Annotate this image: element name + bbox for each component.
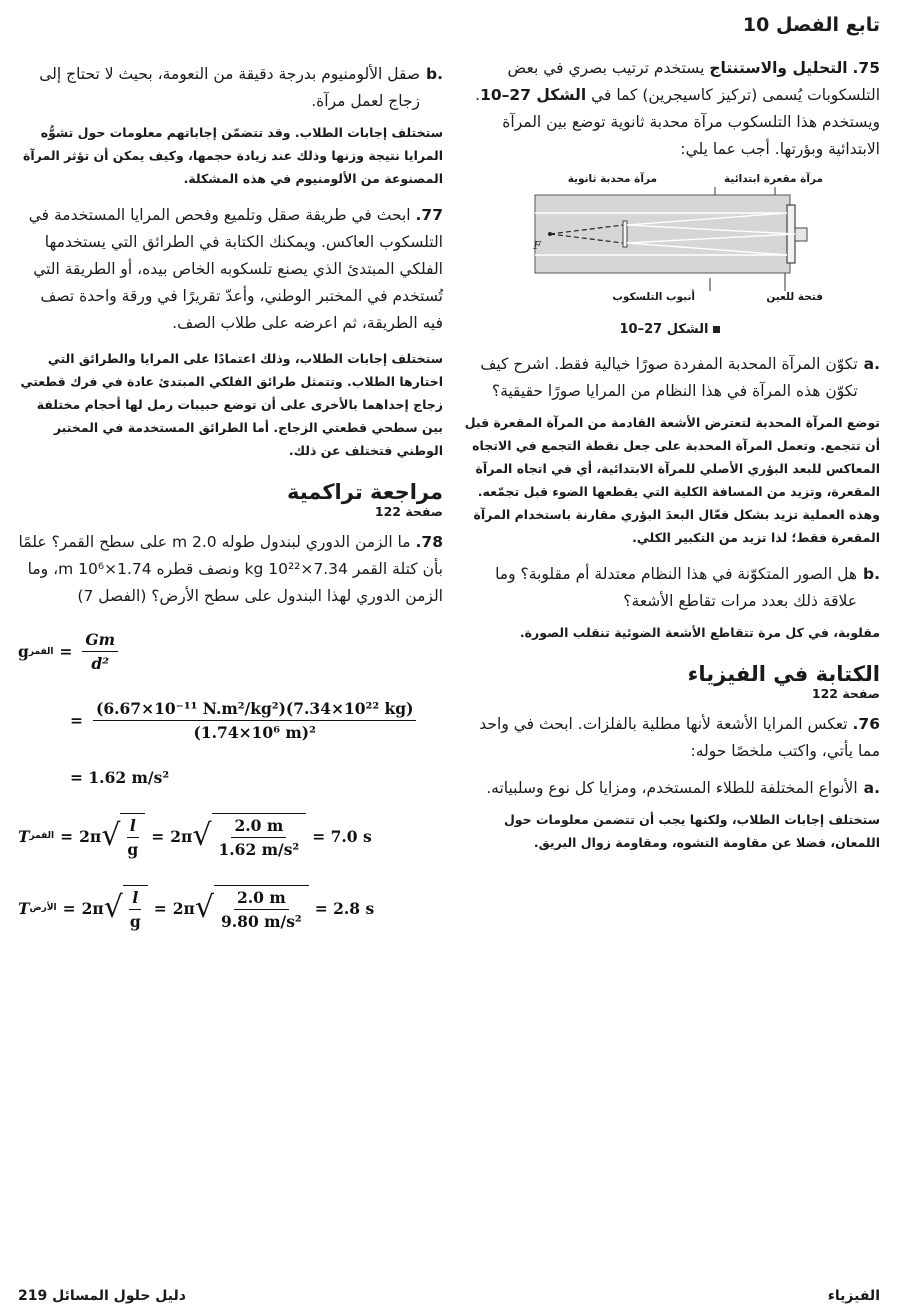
answer-75b: مقلوبة، في كل مرة تتقاطع الأشعة الضوئية تنقلب الصورة. bbox=[519, 625, 880, 640]
left-column bbox=[18, 55, 443, 957]
eq-period-earth: T الأرض = 2π √ $\frac{l}{g}$ = 2π √ $\frac{2.0 m}{\text{9.80 m/s²}}$ = 2.8 s bbox=[18, 885, 443, 931]
figure-reference: الشكل 27–10 bbox=[480, 86, 587, 104]
label-eyepiece: فتحة للعين bbox=[766, 291, 823, 303]
telescope-figure bbox=[505, 173, 835, 318]
footer-subject: الفيزياء bbox=[827, 1288, 880, 1304]
section-page-review: صفحة 122 bbox=[374, 504, 443, 519]
question-75b: b. هل الصور المتكوّنة في هذا النظام معتدلة أم مقلوبة؟ وما علاقة ذلك بعدد مرات تقاطع الأشعة؟ bbox=[495, 565, 880, 610]
figure-caption: الشكل 27–10 bbox=[460, 322, 880, 337]
question-number: 75. bbox=[852, 59, 880, 77]
eq-g-moon: g القمر = $\frac{Gm}{\text{d²}}$ bbox=[18, 630, 443, 673]
question-77: 77. ابحث في طريقة صقل وتلميع وفحص المرايا المستخدمة في التلسكوب العاكس. ويمكنك الكتابة في الطرائق التي يستخدمها الفلكي المبتدئ الذي يصنع تلسكوبه الخاص بيده، أو الطريقة التي تُستخدم في المختبر الوطني، وأعدّ تقريرًا في ورقة واحدة تصف فيه الطريقة، ثم اعرضه على طلاب الصف. bbox=[28, 206, 443, 332]
answer-76a: ستختلف إجابات الطلاب، ولكنها يجب أن تتضمن معلومات حول اللمعان، فضلا عن مقاومة التشوه، ومقاومة زوال البريق. bbox=[503, 812, 880, 850]
eq-g-substitution: = $\frac{\text{(6.67×10⁻¹¹ N.m²/kg²)(7.34×10²² kg)}}{\text{(1.74×10⁶ m)²}}$ bbox=[18, 699, 443, 742]
footer-manual: دليل حلول المسائل 219 bbox=[18, 1288, 186, 1304]
section-title-review: مراجعة تراكمية bbox=[286, 480, 443, 504]
label-telescope-tube: أنبوب التلسكوب bbox=[612, 291, 695, 303]
solution-math bbox=[18, 630, 443, 931]
question-75: 75. التحليل والاستنتاج يستخدم ترتيب بصري في بعض التلسكوبات يُسمى (تركيز كاسيجرين) كما في الشكل 27–10. ويستخدم هذا التلسكوب مرآة محدبة ثانوية توضع بين المرآة الابتدائية وبؤرتها. أجب عما يلي: bbox=[475, 59, 880, 158]
eq-g-result: = 1.62 m/s² bbox=[70, 768, 170, 787]
section-page-writing: صفحة 122 bbox=[811, 686, 880, 701]
square-bullet-icon bbox=[713, 326, 720, 333]
question-78: 78. ما الزمن الدوري لبندول طوله 2.0 m على سطح القمر؟ علمًا بأن كتلة القمر 7.34×10²² kg ونصف قطره 1.74×10⁶ m، وما الزمن الدوري لهذا البندول على سطح الأرض؟ (الفصل 7) bbox=[18, 533, 443, 605]
question-75a: a. تكوّن المرآة المحدبة المفردة صورًا خيالية فقط. اشرح كيف تكوّن هذه المرآة في هذا النظام من المرايا صورًا حقيقية؟ bbox=[480, 355, 880, 400]
label-primary-mirror: مرآة مقعرة ابتدائية bbox=[724, 173, 823, 185]
question-lead: التحليل والاستنتاج bbox=[709, 59, 848, 77]
question-76b: b. صقل الألومنيوم بدرجة دقيقة من النعومة، بحيث لا تحتاج إلى زجاج لعمل مرآة. bbox=[39, 65, 443, 110]
page-number: 219 bbox=[18, 1288, 48, 1304]
right-column bbox=[460, 55, 880, 866]
answer-77: ستختلف إجابات الطلاب، وذلك اعتمادًا على المرايا والطرائق التي اختارها الطلاب. وتتمثل طرائق الفلكي المبتدئ عادة في فرك قطعتي زجاج إحداهما بالأخرى على أن توضع حبيبات رمل لها أحجام مختلفة بين سطحي قطعتي الزجاج. أما الطرائق المستخدمة في المختبر الوطني فتختلف عن ذلك. bbox=[20, 351, 443, 458]
section-title-writing: الكتابة في الفيزياء bbox=[687, 662, 880, 686]
label-secondary-mirror: مرآة محدبة ثانوية bbox=[567, 173, 657, 185]
eq-period-moon: T القمر = 2π √ $\frac{l}{g}$ = 2π √ $\frac{2.0 m}{\text{1.62 m/s²}}$ = 7.0 s bbox=[18, 813, 443, 859]
answer-76b: ستختلف إجابات الطلاب. وقد تتضمّن إجاباتهم معلومات حول تشوُّه المرايا نتيجة وزنها وذلك عند زيادة حجمها، وكيف يمكن أن تؤثر المرآة المصنوعة من الألومنيوم في هذه المشكلة. bbox=[23, 125, 443, 186]
answer-75a: توضع المرآة المحدبة لتعترض الأشعة القادمة من المرآة المقعرة قبل أن تتجمع. وتعمل المرآة المحدبة على جعل نقطة التجمع في الاتجاه المعاكس للبعد البؤري الأصلي للمرآة الابتدائية، أي في اتجاه المرآة المقعرة، وتزيد من المسافة الكلية التي يقطعها الضوء قبل تجمّعه. وهذه العملية تزيد بشكل فعّال البعدَ البؤري مقارنة باستخدام المرآة المقعرة فقط؛ لذا تزيد من التكبير الكلي. bbox=[464, 415, 880, 545]
chapter-header: تابع الفصل 10 bbox=[742, 14, 880, 36]
question-76: 76. تعكس المرايا الأشعة لأنها مطلية بالفلزات. ابحث في واحد مما يأتي، واكتب ملخصًا حوله: bbox=[479, 715, 880, 760]
focal-point-label: F bbox=[533, 239, 541, 252]
question-76a: a. الأنواع المختلفة للطلاء المستخدم، ومزايا كل نوع وسلبياته. bbox=[486, 779, 880, 797]
